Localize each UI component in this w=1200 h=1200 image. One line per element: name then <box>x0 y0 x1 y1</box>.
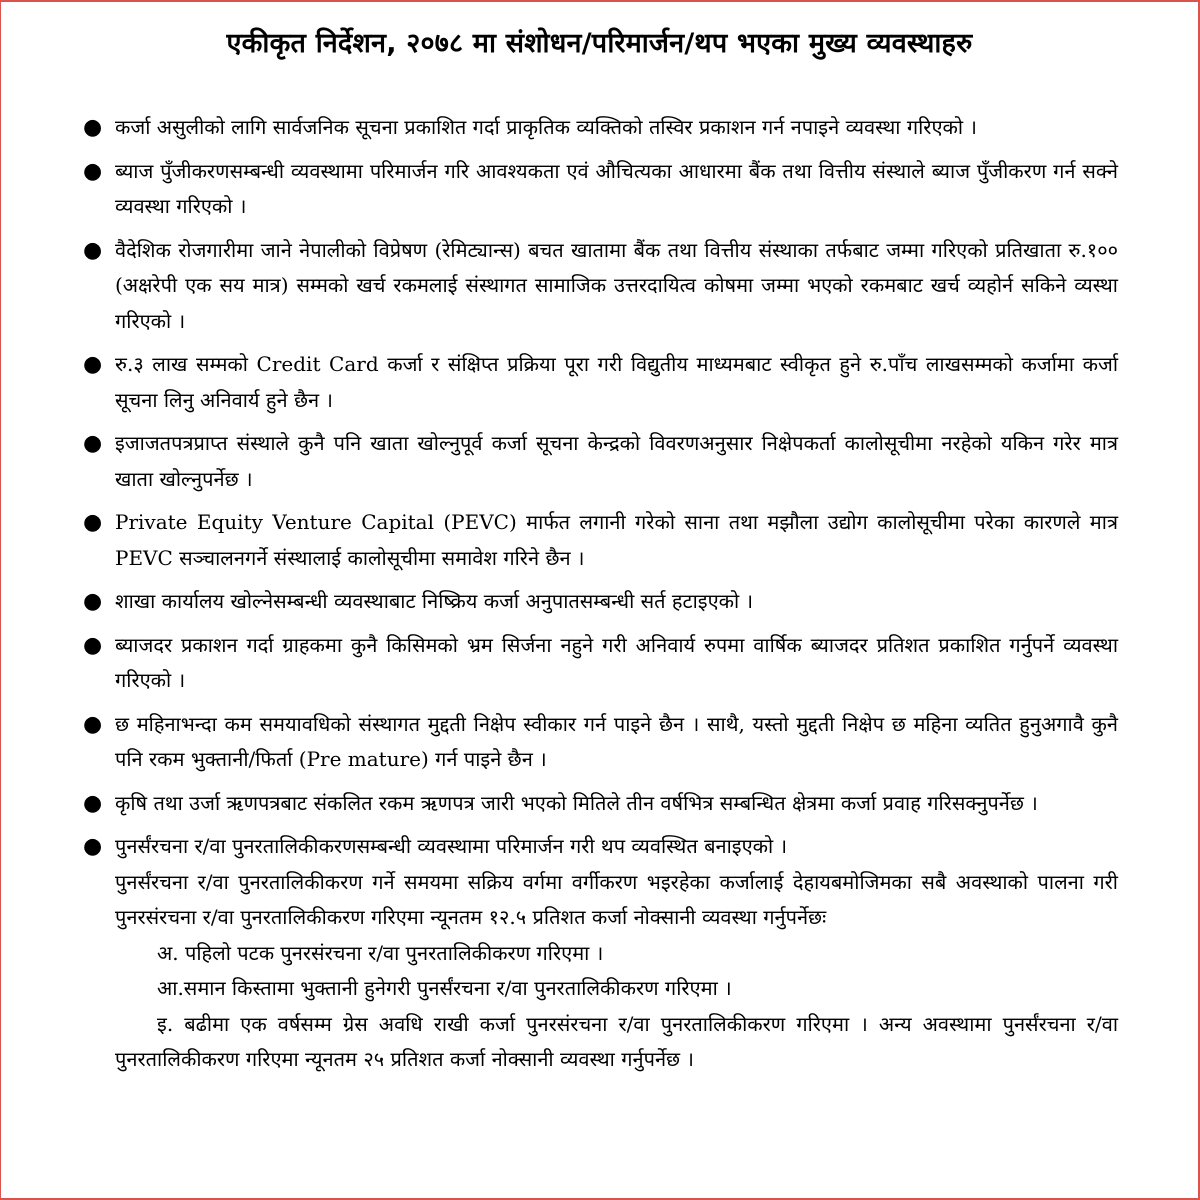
page-title: एकीकृत निर्देशन, २०७८ मा संशोधन/परिमार्जन/थप भएका मुख्य व्यवस्थाहरु <box>226 28 973 59</box>
bullet-icon: ● <box>83 158 103 184</box>
bullet-icon: ● <box>83 431 103 456</box>
list-item <box>83 347 1118 418</box>
list-item-restructuring <box>83 829 1118 1078</box>
list-item-text: कृषि तथा उर्जा ऋणपत्रबाट संकलित रकम ऋणपत्र जारी भएको मितिले तीन वर्षभित्र सम्बन्धित क्षेत्रमा कर्जा प्रवाह गरिसक्नुपर्नेछ । <box>115 790 1038 815</box>
sub-item: आ.समान किस्तामा भुक्तानी हुनेगरी पुनर्संरचना र/वा पुनरतालिकीकरण गरिएमा । <box>157 976 732 1000</box>
bullet-icon: ● <box>83 790 103 816</box>
list-item-text: शाखा कार्यालय खोल्नेसम्बन्धी व्यवस्थाबाट निष्क्रिय कर्जा अनुपातसम्बन्धी सर्त हटाइएको । <box>115 589 754 613</box>
list-item <box>83 426 1118 497</box>
restructuring-paragraph: पुनर्संरचना र/वा पुनरतालिकीकरण गर्ने समयमा सक्रिय वर्गमा वर्गीकरण भइरहेका कर्जालाई देहायबमोजिमका सबै अवस्थाको पालना गरी पुनरसंरचना र/वा पुनरतालिकीकरण गरिएमा न्यूनतम १२.५ प्रतिशत कर्जा नोक्सानी व्यवस्था गर्नुपर्नेछः <box>115 869 1118 929</box>
bullet-icon: ● <box>83 352 103 377</box>
bullet-icon: ● <box>83 115 103 140</box>
list-item-text: इजाजतपत्रप्राप्त संस्थाले कुनै पनि खाता खोल्नुपूर्व कर्जा सूचना केन्द्रको विवरणअनुसार निक्षेपकर्ता कालोसूचीमा नरहेको यकिन गरेर मात्र खाता खोल्नुपर्नेछ । <box>115 431 1118 491</box>
list-item <box>83 707 1118 778</box>
list-item-text: ब्याज पुँजीकरणसम्बन्धी व्यवस्थामा परिमार्जन गरि आवश्यकता एवं औचित्यका आधारमा बैंक तथा वित्तीय संस्थाले ब्याज पुँजीकरण गर्न सक्ने व्यवस्था गरिएको । <box>115 158 1118 218</box>
bullet-icon: ● <box>83 711 103 737</box>
sub-item: इ. बढीमा एक वर्षसम्म ग्रेस अवधि राखी कर्जा पुनरसंरचना र/वा पुनरतालिकीकरण गरिएमा । अन्य अवस्थामा पुनर्संरचना र/वा पुनरतालिकीकरण गरिएमा न्यूनतम २५ प्रतिशत कर्जा नोक्सानी व्यवस्था गर्नुपर्नेछ । <box>115 1011 1118 1071</box>
list-item-text: रु.३ लाख सम्मको Credit Card कर्जा र संक्षिप्त प्रक्रिया पूरा गरी विद्युतीय माध्यमबाट स्वीकृत हुने रु.पाँच लाखसम्मको कर्जामा कर्जा सूचना लिनु अनिवार्य हुने छैन । <box>115 352 1118 412</box>
list-item-text: Private Equity Venture Capital (PEVC) मार्फत लगानी गरेको साना तथा मझौला उद्योग कालोसूचीमा परेका कारणले मात्र PEVC सञ्चालनगर्ने संस्थालाई कालोसूचीमा समावेश गरिने छैन । <box>115 510 1118 570</box>
provisions-list <box>83 110 1118 1086</box>
sub-item: अ. पहिलो पटक पुनरसंरचना र/वा पुनरतालिकीकरण गरिएमा । <box>157 940 604 965</box>
list-item-text: वैदेशिक रोजगारीमा जाने नेपालीको विप्रेषण (रेमिट्यान्स) बचत खातामा बैंक तथा वित्तीय संस्थाका तर्फबाट जम्मा गरिएको प्रतिखाता रु.१०० (अक्षरेपी एक सय मात्र) सम्मको खर्च रकमलाई संस्थागत सामाजिक उत्तरदायित्व कोषमा जम्मा भएको रकमबाट खर्च व्यहोर्न सकिने व्यस्था गरिएको । <box>115 237 1118 333</box>
bullet-icon: ● <box>83 237 103 263</box>
bullet-icon: ● <box>83 632 103 658</box>
list-item <box>83 628 1118 699</box>
list-item-text: कर्जा असुलीको लागि सार्वजनिक सूचना प्रकाशित गर्दा प्राकृतिक व्यक्तिको तस्विर प्रकाशन गर्न नपाइने व्यवस्था गरिएको । <box>115 115 978 139</box>
list-item <box>83 154 1118 225</box>
list-item-text: पुनर्संरचना र/वा पुनरतालिकीकरणसम्बन्धी व्यवस्थामा परिमार्जन गरी थप व्यवस्थित बनाइएको । <box>115 834 788 858</box>
bullet-icon: ● <box>83 834 103 859</box>
list-item-text: ब्याजदर प्रकाशन गर्दा ग्राहकमा कुनै किसिमको भ्रम सिर्जना नहुने गरी अनिवार्य रुपमा वार्षिक ब्याजदर प्रतिशत प्रकाशित गर्नुपर्ने व्यवस्था गरिएको । <box>115 632 1118 692</box>
list-item <box>83 584 1118 620</box>
bullet-icon: ● <box>83 510 103 535</box>
list-item <box>83 233 1118 340</box>
list-item <box>83 110 1118 146</box>
list-item <box>83 786 1118 822</box>
list-item-text: छ महिनाभन्दा कम समयावधिको संस्थागत मुद्दती निक्षेप स्वीकार गर्न पाइने छैन । साथै, यस्तो मुद्दती निक्षेप छ महिना व्यतित हुनुअगावै कुनै पनि रकम भुक्तानी/फिर्ता (Pre mature) गर्न पाइने छैन । <box>115 711 1118 771</box>
list-item <box>83 505 1118 576</box>
bullet-icon: ● <box>83 589 103 614</box>
